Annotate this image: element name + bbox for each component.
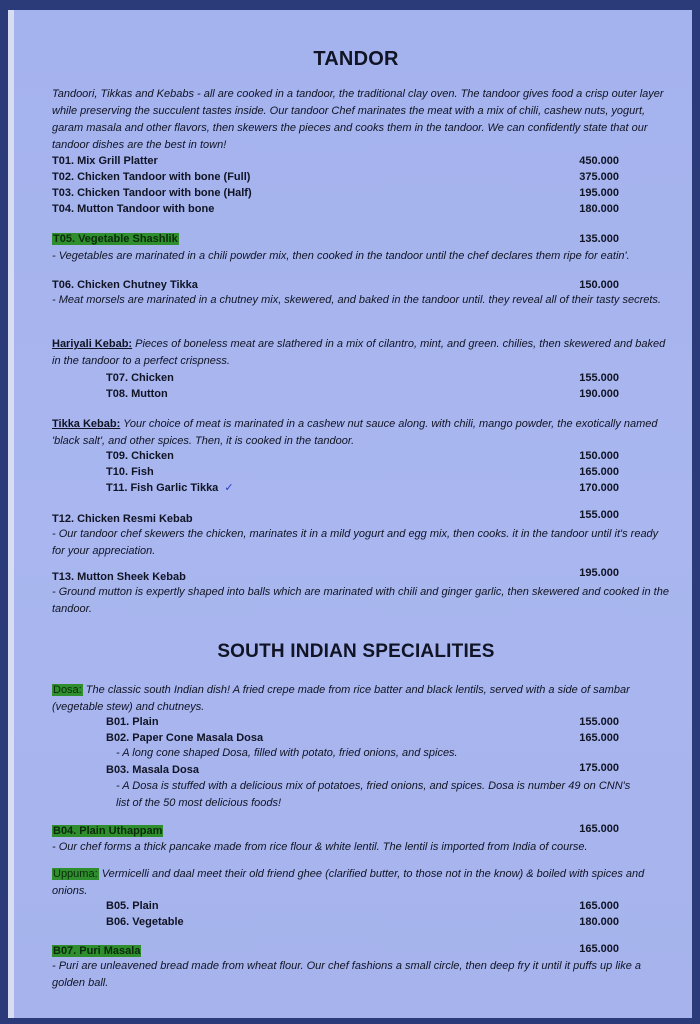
highlight-b07: B07. Puri Masala	[53, 945, 141, 957]
menu-item-b03: B03. Masala Dosa	[106, 764, 199, 776]
tikka-kebab-desc: Tikka Kebab: Your choice of meat is marinated in a cashew nut sauce along. with chili, mango powder, the exotically named 'black salt', and other spices. Then, it is cooked in the tandoor.	[52, 418, 658, 447]
price-b06: 180.000	[579, 916, 619, 928]
menu-item-t10: T10. Fish	[106, 466, 154, 478]
menu-item-t06: T06. Chicken Chutney Tikka	[52, 279, 198, 291]
dosa-label: Dosa:	[53, 684, 82, 696]
price-t02: 375.000	[579, 171, 619, 183]
menu-item-b07	[52, 943, 141, 959]
uppuma-desc: Uppuma: Vermicelli and daal meet their old friend ghee (clarified butter, to those not in the know) & boiled with spices and onions.	[52, 868, 645, 897]
price-b01: 155.000	[579, 716, 619, 728]
menu-item-t04: T04. Mutton Tandoor with bone	[52, 203, 215, 215]
price-t05: 135.000	[579, 233, 619, 245]
price-t04: 180.000	[579, 203, 619, 215]
price-t13: 195.000	[579, 567, 619, 579]
check-mark-icon: ✓	[224, 482, 234, 494]
dosa-desc: Dosa: The classic south Indian dish! A fried crepe made from rice batter and black lentils, served with a side of sambar (vegetable stew) and chutneys.	[52, 684, 630, 713]
menu-item-t12: T12. Chicken Resmi Kebab	[52, 513, 193, 525]
menu-item-t03: T03. Chicken Tandoor with bone (Half)	[52, 187, 252, 199]
price-t09: 150.000	[579, 450, 619, 462]
desc-b02: - A long cone shaped Dosa, filled with potato, fried onions, and spices.	[116, 747, 458, 759]
section-title-south-indian: SOUTH INDIAN SPECIALITIES	[217, 641, 495, 662]
menu-item-t08: T08. Mutton	[106, 388, 168, 400]
menu-item-t13: T13. Mutton Sheek Kebab	[52, 571, 186, 583]
price-t07: 155.000	[579, 372, 619, 384]
desc-b03: - A Dosa is stuffed with a delicious mix of potatoes, fried onions, and spices. Dosa is number 49 on CNN's list of the 50 most delicious foods!	[116, 780, 631, 809]
tikka-kebab-label: Tikka Kebab:	[52, 418, 121, 430]
desc-t05: - Vegetables are marinated in a chili powder mix, then cooked in the tandoor until the chef declares them ripe for eatin'.	[52, 250, 630, 262]
tandor-intro: Tandoori, Tikkas and Kebabs - all are cooked in a tandoor, the traditional clay oven. The tandoor gives food a crisp outer layer while preserving the succulent tastes inside. Our tandoor Chef marinates the meat with a mix of chili, cashew nuts, yogurt, garam masala and other flavors, then skewers the pieces and cooks them in the tandoor. We can confidently state that our tandoor dishes are the best in town!	[52, 88, 664, 151]
price-b02: 165.000	[579, 732, 619, 744]
menu-item-b01: B01. Plain	[106, 716, 159, 728]
highlight-t05: T05. Vegetable Shashlik	[53, 233, 178, 245]
uppuma-label: Uppuma:	[53, 868, 98, 880]
price-t03: 195.000	[579, 187, 619, 199]
menu-item-b04	[52, 823, 163, 839]
price-t08: 190.000	[579, 388, 619, 400]
price-t10: 165.000	[579, 466, 619, 478]
menu-item-t05	[52, 231, 179, 247]
menu-item-b02: B02. Paper Cone Masala Dosa	[106, 732, 264, 744]
menu-item-t07: T07. Chicken	[106, 372, 174, 384]
desc-t06: - Meat morsels are marinated in a chutney mix, skewered, and baked in the tandoor until. they reveal all of their tasty secrets.	[52, 294, 661, 306]
price-b05: 165.000	[579, 900, 619, 912]
price-b03: 175.000	[579, 762, 619, 774]
desc-t12: - Our tandoor chef skewers the chicken, marinates it in a mild yogurt and egg mix, then cooks. it in the tandoor until it's ready for your appreciation.	[52, 528, 659, 557]
menu-item-b05: B05. Plain	[106, 900, 159, 912]
desc-b04: - Our chef forms a thick pancake made from rice flour & white lentil. The lentil is imported from India of course.	[52, 841, 588, 853]
price-b07: 165.000	[579, 943, 619, 955]
price-t11: 170.000	[579, 482, 619, 494]
highlight-b04: B04. Plain Uthappam	[53, 825, 163, 837]
price-t12: 155.000	[579, 509, 619, 521]
hariyali-kebab-label: Hariyali Kebab:	[52, 338, 133, 350]
menu-item-b06: B06. Vegetable	[106, 916, 184, 928]
menu-item-t01: T01. Mix Grill Platter	[52, 155, 158, 167]
price-t01: 450.000	[579, 155, 619, 167]
desc-t13: - Ground mutton is expertly shaped into balls which are marinated with chili and ginger garlic, then skewered and cooked in the tandoor.	[52, 586, 669, 615]
menu-item-t02: T02. Chicken Tandoor with bone (Full)	[52, 171, 251, 183]
section-title-tandor: TANDOR	[313, 48, 399, 70]
desc-b07: - Puri are unleavened bread made from wheat flour. Our chef fashions a small circle, then deep fry it until it puffs up like a golden ball.	[52, 960, 641, 989]
hariyali-kebab-desc: Hariyali Kebab: Pieces of boneless meat are slathered in a mix of cilantro, mint, and green. chilies, then skewered and baked in the tandoor to a perfect crispness.	[52, 338, 666, 367]
menu-item-t09: T09. Chicken	[106, 450, 174, 462]
menu-page	[8, 10, 692, 1018]
price-t06: 150.000	[579, 279, 619, 291]
price-b04: 165.000	[579, 823, 619, 835]
menu-item-t11: T11. Fish Garlic Tikka ✓	[106, 482, 234, 494]
